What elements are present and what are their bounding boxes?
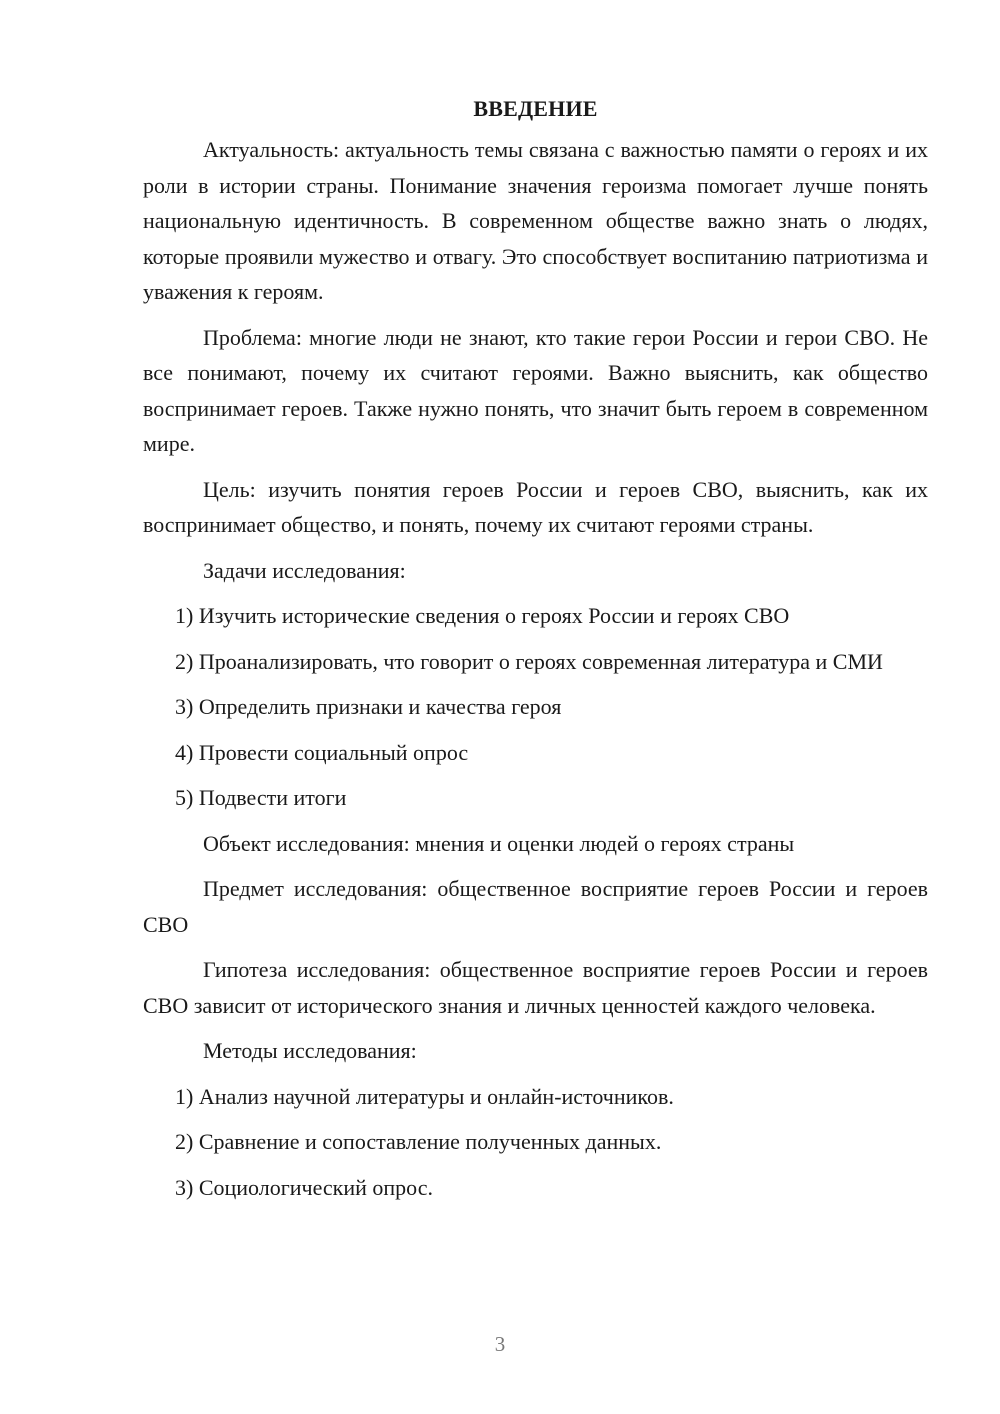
document-page bbox=[143, 92, 928, 1215]
task-item: 1) Изучить исторические сведения о героях России и героях СВО bbox=[175, 603, 790, 628]
paragraph-hypothesis: Гипотеза исследования: общественное восприятие героев России и героев СВО зависит от исторического знания и личных ценностей каждого человека. bbox=[143, 957, 928, 1018]
paragraph-goal: Цель: изучить понятия героев России и героев СВО, выяснить, как их воспринимает общество, и понять, почему их считают героями страны. bbox=[143, 476, 928, 537]
tasks-heading: Задачи исследования: bbox=[203, 557, 406, 583]
paragraph-subject: Предмет исследования: общественное восприятие героев России и героев СВО bbox=[143, 876, 928, 937]
task-item: 2) Проанализировать, что говорит о героях современная литература и СМИ bbox=[175, 648, 883, 674]
task-item: 4) Провести социальный опрос bbox=[175, 739, 469, 765]
paragraph-problem: Проблема: многие люди не знают, кто такие герои России и герои СВО. Не все понимают, почему их считают героями. Важно выяснить, как общество воспринимает героев. Также нужно понять, что значит быть героем в современном мире. bbox=[143, 324, 928, 456]
page-title: ВВЕДЕНИЕ bbox=[473, 96, 598, 121]
task-item: 5) Подвести итоги bbox=[175, 785, 347, 810]
method-item: 3) Социологический опрос. bbox=[175, 1174, 433, 1200]
paragraph-object: Объект исследования: мнения и оценки людей о героях страны bbox=[203, 830, 795, 856]
methods-heading: Методы исследования: bbox=[203, 1038, 417, 1063]
task-item: 3) Определить признаки и качества героя bbox=[175, 694, 562, 719]
method-item: 2) Сравнение и сопоставление полученных данных. bbox=[175, 1129, 662, 1154]
method-item: 1) Анализ научной литературы и онлайн-источников. bbox=[175, 1083, 674, 1109]
page-number: 3 bbox=[494, 1332, 506, 1356]
paragraph-relevance: Актуальность: актуальность темы связана с важностью памяти о героях и их роли в истории страны. Понимание значения героизма помогает лучше понять национальную идентичность. В современном обществе важно знать о людях, которые проявили мужество и отвагу. Это способствует воспитанию патриотизма и уважения к героям. bbox=[143, 137, 928, 304]
